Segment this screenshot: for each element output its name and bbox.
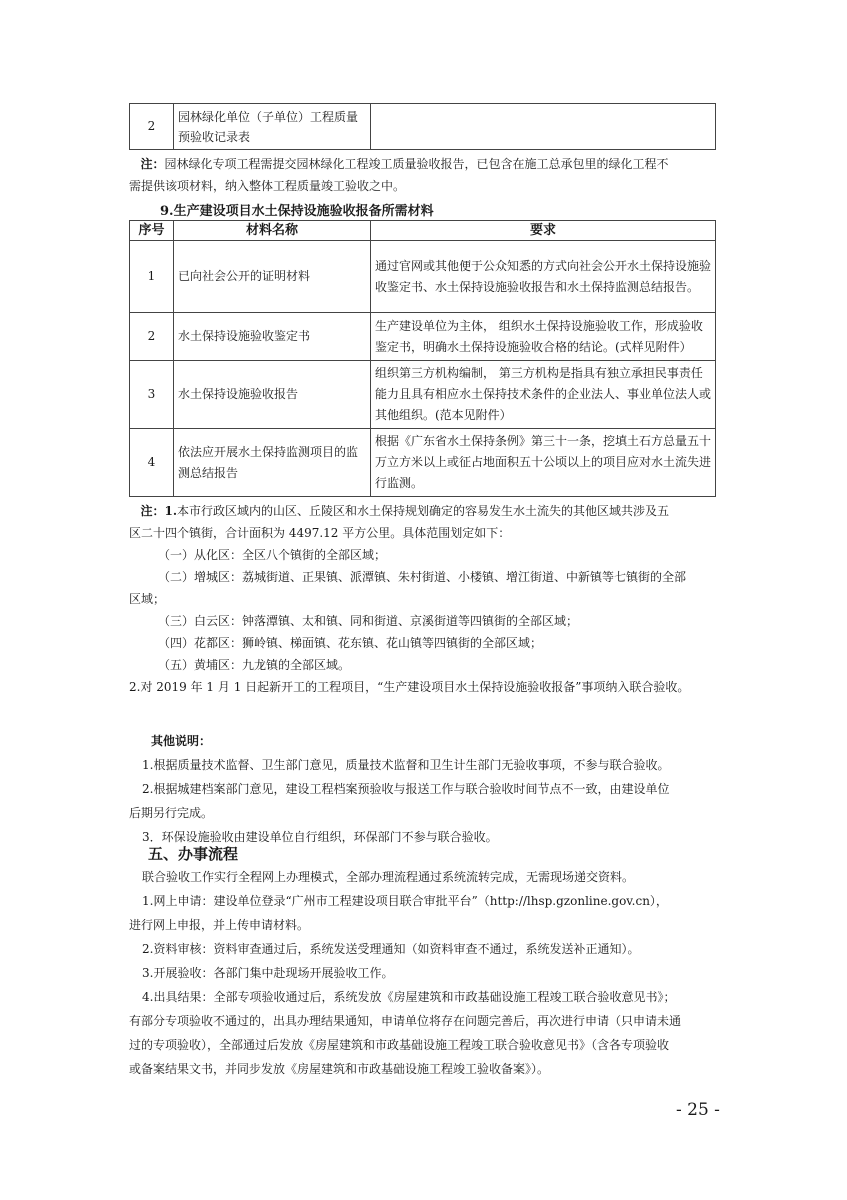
row-number: 2 (130, 104, 174, 150)
region-item: （一）从化区：全区八个镇街的全部区域； (158, 548, 387, 562)
row-number: 2 (130, 313, 174, 361)
note-water (129, 500, 719, 698)
process-step: 2.资料审核：资料审查通过后，系统发送受理通知（如资料审查不通过，系统发送补正通知）。 (142, 942, 640, 956)
process-step: 进行网上申报，并上传申请材料。 (129, 918, 310, 932)
table-row (130, 361, 716, 429)
note-index: 1. (164, 504, 177, 518)
materials-table-water (129, 220, 716, 497)
note-line: 区二十四个镇街，合计面积为 4497.12 平方公里。具体范围划定如下： (129, 526, 511, 540)
region-item: （五）黄埔区：九龙镇的全部区域。 (158, 658, 351, 672)
process-step: 过的专项验收），全部通过后发放《房屋建筑和市政基础设施工程竣工联合验收意见书》（含各专项验收 (129, 1038, 670, 1052)
material-requirement: 生产建设单位为主体， 组织水土保持设施验收工作，形成验收鉴定书，明确水土保持设施验收合格的结论。(式样见附件） (371, 313, 716, 361)
note-label: 注： (140, 157, 165, 171)
table-row (130, 104, 716, 150)
note-line: 园林绿化专项工程需提交园林绿化工程竣工质量验收报告，已包含在施工总承包里的绿化工程不 (164, 157, 669, 171)
material-name: 水土保持设施验收鉴定书 (174, 313, 371, 361)
material-requirement: 组织第三方机构编制， 第三方机构是指具有独立承担民事责任能力且具有相应水土保持技术条件的企业法人、事业单位法人或其他组织。(范本见附件） (371, 361, 716, 429)
material-name: 园林绿化单位（子单位）工程质量预验收记录表 (174, 104, 371, 150)
other-note-item: 后期另行完成。 (129, 806, 214, 820)
process-intro: 联合验收工作实行全程网上办理模式，全部办理流程通过系统流转完成，无需现场递交资料。 (142, 870, 635, 884)
process-steps (129, 866, 719, 1080)
note-line: 需提供该项材料，纳入整体工程质量竣工验收之中。 (129, 179, 406, 193)
row-number: 3 (130, 361, 174, 429)
region-item: （二）增城区：荔城街道、正果镇、派潭镇、朱村街道、小楼镇、增江街道、中新镇等七镇街的全部 (158, 570, 687, 584)
header-cell: 材料名称 (174, 221, 371, 241)
other-note-item: 3．环保设施验收由建设单位自行组织，环保部门不参与联合验收。 (142, 830, 498, 844)
material-name: 水土保持设施验收报告 (174, 361, 371, 429)
note-line: 2.对 2019 年 1 月 1 日起新开工的工程项目，“生产建设项目水土保持设施验收报备”事项纳入联合验收。 (129, 680, 690, 694)
process-step: 1.网上申请：建设单位登录“广州市工程建设项目联合审批平台”（http://lhsp.gzonline.gov.cn）， (142, 894, 668, 908)
material-name: 已向社会公开的证明材料 (174, 241, 371, 313)
row-number: 4 (130, 429, 174, 497)
row-number: 1 (130, 241, 174, 313)
note-landscape (129, 153, 719, 197)
header-cell: 要求 (371, 221, 716, 241)
other-note-item: 1.根据质量技术监督、卫生部门意见，质量技术监督和卫生计生部门无验收事项，不参与联合验收。 (142, 758, 670, 772)
material-name: 依法应开展水土保持监测项目的监测总结报告 (174, 429, 371, 497)
section-title-9: 9.生产建设项目水土保持设施验收报备所需材料 (160, 204, 434, 219)
note-label: 注： (140, 504, 165, 518)
section-title-5: 五、办事流程 (148, 845, 239, 863)
material-requirement (371, 104, 716, 150)
region-item: （四）花都区：狮岭镇、梯面镇、花东镇、花山镇等四镇街的全部区域； (158, 636, 543, 650)
table-row (130, 313, 716, 361)
page-number: - 25 - (676, 1100, 720, 1120)
note-line: 本市行政区域内的山区、丘陵区和水土保持规划确定的容易发生水土流失的其他区域共涉及五 (177, 504, 670, 518)
table-row (130, 429, 716, 497)
region-item: （三）白云区：钟落潭镇、太和镇、同和街道、京溪街道等四镇街的全部区域； (158, 614, 579, 628)
table-header-row (130, 221, 716, 241)
process-step: 有部分专项验收不通过的，出具办理结果通知，申请单位将存在问题完善后，再次进行申请（只申请未通 (129, 1014, 682, 1028)
other-note-item: 2.根据城建档案部门意见，建设工程档案预验收与报送工作与联合验收时间节点不一致，由建设单位 (142, 782, 670, 796)
material-requirement: 通过官网或其他便于公众知悉的方式向社会公开水土保持设施验收鉴定书、水土保持设施验收报告和水土保持监测总结报告。 (371, 241, 716, 313)
header-cell: 序号 (130, 221, 174, 241)
materials-table-landscape (129, 103, 716, 150)
other-notes (129, 730, 719, 848)
other-notes-title: 其他说明： (151, 734, 212, 748)
material-requirement: 根据《广东省水土保持条例》第三十一条，挖填土石方总量五十万立方米以上或征占地面积五十公顷以上的项目应对水土流失进行监测。 (371, 429, 716, 497)
region-item: 区域； (129, 592, 166, 606)
table-row (130, 241, 716, 313)
process-step: 3.开展验收：各部门集中赴现场开展验收工作。 (142, 966, 394, 980)
process-step: 或备案结果文书，并同步发放《房屋建筑和市政基础设施工程竣工验收备案》）。 (129, 1062, 550, 1076)
process-step: 4.出具结果：全部专项验收通过后，系统发放《房屋建筑和市政基础设施工程竣工联合验收意见书》； (142, 990, 676, 1004)
